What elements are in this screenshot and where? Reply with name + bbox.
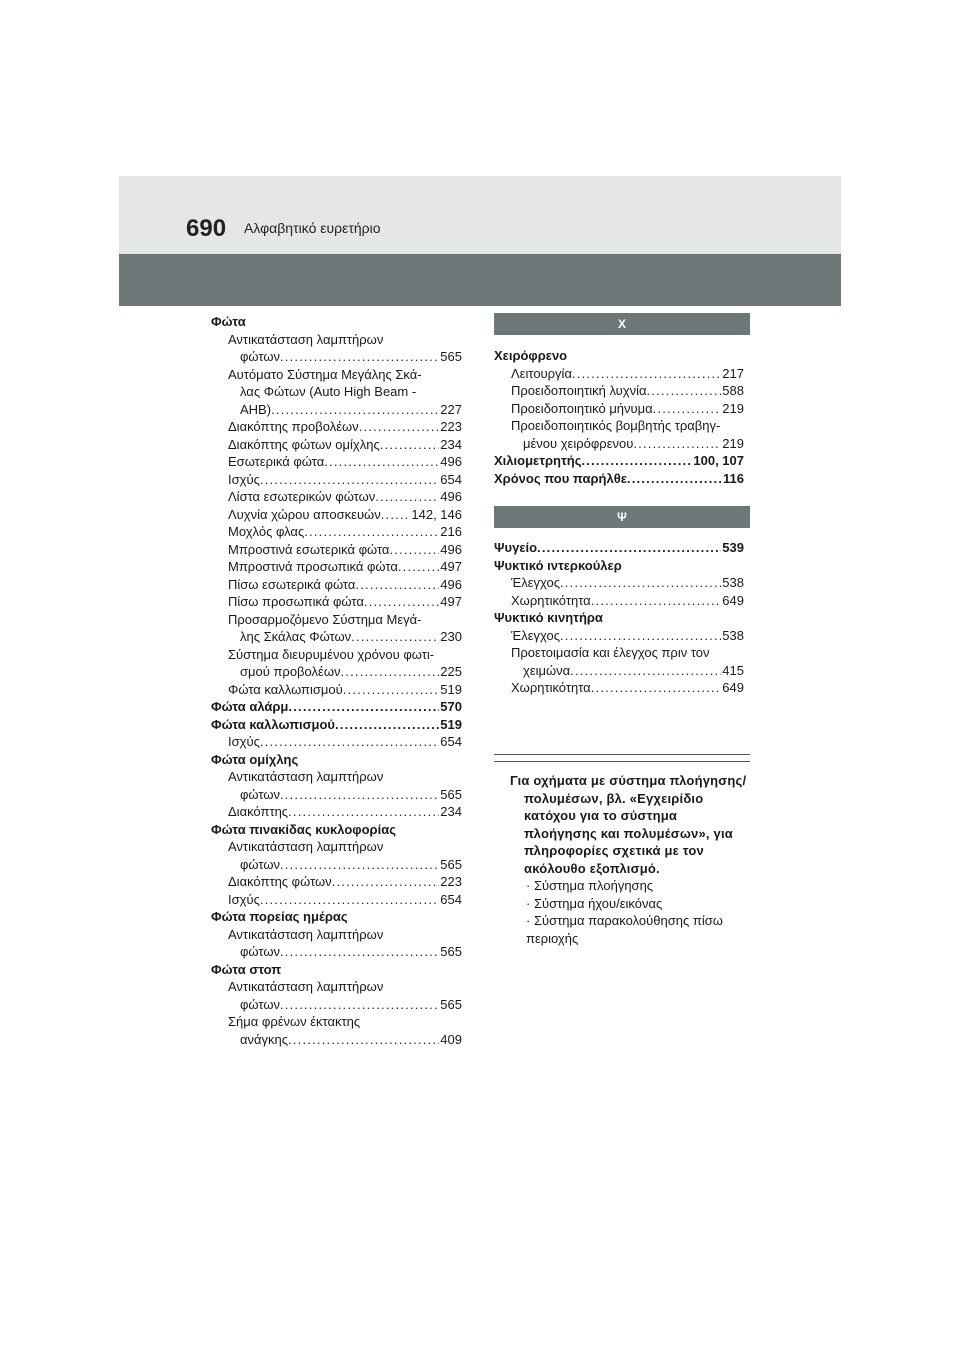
page-ref: 496 (440, 576, 462, 592)
index-entry-text: Σύστημα διευρυμένου χρόνου φωτι- (228, 646, 435, 662)
index-heading: Φώτα πινακίδας κυκλοφορίας (211, 821, 396, 837)
section-letter-psi: Ψ (494, 506, 750, 528)
entry-text: φώτων (240, 856, 280, 872)
page-ref: 588 (722, 383, 744, 398)
leader-dots (271, 401, 439, 419)
entry-text: φώτων (240, 944, 280, 959)
index-entry-text: Προσαρμοζόμενο Σύστημα Μεγά- (228, 611, 422, 627)
index-entry (211, 733, 462, 751)
index-entry-text: Αντικατάσταση λαμπτήρων (228, 331, 384, 347)
index-entry-text: λας Φώτων (Auto High Beam - (240, 384, 417, 399)
page-ref: 409 (440, 1031, 462, 1047)
index-heading: Φώτα στοπ (211, 961, 282, 977)
section-letter-chi: Χ (494, 313, 750, 335)
leader-dots (280, 786, 439, 804)
leader-dots (570, 662, 721, 680)
index-entry (494, 662, 744, 680)
entry-text: λης Σκάλας Φώτων (240, 629, 352, 644)
index-section-psi (494, 539, 744, 697)
index-entry (494, 382, 744, 400)
leader-dots (537, 539, 721, 557)
leader-dots (343, 681, 440, 699)
page-ref: 496 (440, 541, 462, 557)
leader-dots (591, 592, 722, 610)
index-entry (211, 436, 462, 454)
entry-text: Φώτα καλλωπισμού (211, 716, 335, 732)
leader-dots (572, 365, 721, 383)
index-entry (211, 663, 462, 681)
page-ref: 570 (440, 699, 462, 714)
note-item: · Σύστημα παρακολούθησης πίσω (526, 913, 723, 928)
index-entry (211, 1031, 462, 1049)
page-ref: 519 (440, 716, 462, 732)
page-ref: 565 (440, 349, 462, 364)
page-ref: 100, 107 (693, 453, 744, 468)
leader-dots (288, 1031, 439, 1049)
page-ref: 649 (722, 680, 744, 695)
index-entry (211, 488, 462, 506)
entry-text: μένου χειρόφρενου (523, 435, 634, 451)
entry-text: Έλεγχος (511, 627, 560, 643)
index-entry (211, 418, 462, 436)
page-ref: 565 (440, 786, 462, 802)
entry-text: Μοχλός φλας (228, 524, 305, 539)
note-box (510, 772, 752, 947)
entry-text: Έλεγχος (511, 575, 560, 590)
entry-text: Λυχνία χώρου αποσκευών (228, 506, 381, 522)
index-entry (211, 453, 462, 471)
entry-text: Μπροστινά προσωπικά φώτα (228, 559, 398, 574)
index-entry (211, 803, 462, 821)
index-entry (211, 576, 462, 594)
entry-text: Μπροστινά εσωτερικά φώτα (228, 541, 390, 557)
note-text: Για οχήματα με σύστημα πλοήγησης/πολυμέσων, βλ. «Εγχειρίδιο κατόχου για το σύστημα πλοήγησης και πολυμέσων», για πληροφορίες σχετικά με τον ακόλουθο εξοπλισμό. (510, 773, 747, 876)
index-entry-text: Σήμα φρένων έκτακτης (228, 1014, 361, 1029)
page-ref: 565 (440, 856, 462, 872)
header-dark-band (119, 254, 841, 306)
leader-dots (389, 541, 439, 559)
index-heading (494, 452, 744, 470)
entry-text: Διακόπτης φώτων (228, 874, 332, 889)
index-heading: Φώτα πορείας ημέρας (211, 909, 348, 924)
page-ref: 538 (722, 575, 744, 590)
entry-text: Διακόπτης φώτων ομίχλης (228, 436, 380, 452)
index-entry (494, 592, 744, 610)
page-ref: 227 (440, 401, 462, 417)
index-heading (211, 716, 462, 734)
leader-dots (332, 873, 440, 891)
index-entry (494, 435, 744, 453)
note-item: · Σύστημα ήχου/εικόνας (526, 895, 663, 911)
index-entry (494, 627, 744, 645)
page-ref: 223 (440, 419, 462, 434)
entry-text: Εσωτερικά φώτα (228, 454, 325, 469)
page-ref: 565 (440, 996, 462, 1012)
leader-dots (288, 803, 439, 821)
page-ref: 216 (440, 524, 462, 539)
index-entry (211, 891, 462, 909)
page-title: Αλφαβητικό ευρετήριο (244, 220, 381, 236)
index-entry-text: Προετοιμασία και έλεγχος πριν τον (511, 645, 710, 660)
index-entry (211, 996, 462, 1014)
note-item: · Σύστημα πλοήγησης (526, 878, 654, 893)
index-heading: Ψυκτικό ιντερκούλερ (494, 557, 622, 573)
entry-text: χειμώνα (523, 662, 571, 678)
index-entry (211, 541, 462, 559)
entry-text: Προειδοποιητική λυχνία (511, 383, 647, 398)
index-column-left (211, 313, 462, 1048)
page-ref: 538 (722, 627, 744, 643)
index-entry (211, 856, 462, 874)
entry-text: φώτων (240, 786, 280, 802)
page-ref: 496 (440, 489, 462, 504)
index-entry-text: Αυτόματο Σύστημα Μεγάλης Σκά- (228, 366, 422, 382)
page-ref: 223 (440, 874, 462, 889)
leader-dots (260, 891, 439, 909)
index-entry (211, 873, 462, 891)
entry-text: AHB) (240, 401, 272, 417)
entry-text: Διακόπτης (228, 804, 289, 819)
leader-dots (288, 698, 439, 716)
page-ref: 234 (440, 804, 462, 819)
leader-dots (398, 558, 439, 576)
index-section-chi (494, 347, 744, 487)
page-ref: 219 (722, 435, 744, 451)
index-entry (211, 471, 462, 489)
page-ref: 225 (440, 664, 462, 679)
leader-dots (351, 628, 439, 646)
leader-dots (560, 627, 721, 645)
leader-dots (280, 996, 439, 1014)
leader-dots (324, 453, 439, 471)
entry-text: Φώτα καλλωπισμού (228, 681, 343, 697)
index-entry (211, 943, 462, 961)
leader-dots (560, 574, 721, 592)
page-ref: 217 (722, 365, 744, 381)
leader-dots (627, 470, 722, 488)
page-ref: 234 (440, 436, 462, 452)
page-number: 690 (186, 215, 227, 242)
index-entry-text: Προειδοποιητικός βομβητής τραβηγ- (511, 418, 721, 433)
leader-dots (304, 523, 439, 541)
index-entry-text: Αντικατάσταση λαμπτήρων (228, 769, 384, 784)
index-heading (494, 539, 744, 557)
index-heading (211, 698, 462, 716)
entry-text: φώτων (240, 996, 280, 1012)
entry-text: Πίσω εσωτερικά φώτα (228, 576, 356, 592)
leader-dots (355, 576, 439, 594)
entry-text: Φώτα αλάρμ (211, 699, 289, 714)
index-entry (211, 348, 462, 366)
entry-text: Χωρητικότητα (511, 592, 591, 608)
leader-dots (335, 716, 439, 734)
index-entry (211, 401, 462, 419)
page-ref: 519 (440, 681, 462, 697)
page-ref: 116 (723, 470, 744, 486)
index-entry (494, 679, 744, 697)
entry-text: Χιλιομετρητής (494, 453, 582, 468)
entry-text: Χρόνος που παρήλθε (494, 470, 627, 486)
page-ref: 497 (440, 559, 462, 574)
leader-dots (359, 418, 440, 436)
index-entry (494, 400, 744, 418)
page-ref: 142, 146 (411, 506, 462, 522)
leader-dots (581, 452, 692, 470)
index-entry (211, 681, 462, 699)
leader-dots (364, 593, 439, 611)
entry-text: Ψυγείο (494, 540, 538, 555)
entry-text: Ισχύς (228, 471, 260, 487)
page-ref: 230 (440, 629, 462, 644)
leader-dots (280, 943, 439, 961)
index-entry (494, 574, 744, 592)
page-ref: 496 (440, 454, 462, 469)
leader-dots (340, 663, 439, 681)
note-item: περιοχής (526, 930, 579, 946)
entry-text: Διακόπτης προβολέων (228, 419, 359, 434)
index-entry-text: Αντικατάσταση λαμπτήρων (228, 979, 384, 994)
entry-text: Προειδοποιητικό μήνυμα (511, 400, 653, 416)
entry-text: φώτων (240, 349, 280, 364)
leader-dots (280, 856, 439, 874)
page-ref: 654 (440, 891, 462, 907)
index-entry-text: Αντικατάσταση λαμπτήρων (228, 926, 384, 942)
header-band (119, 176, 841, 254)
entry-text: Λειτουργία (511, 365, 572, 381)
index-entry (211, 506, 462, 524)
leader-dots (375, 488, 439, 506)
index-entry (211, 523, 462, 541)
index-heading: Φώτα (211, 314, 246, 329)
page-ref: 649 (722, 592, 744, 608)
leader-dots (260, 733, 439, 751)
index-entry (211, 628, 462, 646)
leader-dots (653, 400, 722, 418)
index-heading: Ψυκτικό κινητήρα (494, 610, 603, 625)
leader-dots (280, 348, 439, 366)
entry-text: σμού προβολέων (240, 664, 341, 679)
index-entry (211, 593, 462, 611)
section-divider (494, 754, 750, 762)
entry-text: Λίστα εσωτερικών φώτων (228, 489, 376, 504)
index-heading: Φώτα ομίχλης (211, 751, 299, 767)
leader-dots (591, 679, 722, 697)
index-entry (494, 365, 744, 383)
index-heading: Χειρόφρενο (494, 348, 568, 363)
leader-dots (260, 471, 439, 489)
page-ref: 497 (440, 594, 462, 609)
page-ref: 654 (440, 734, 462, 749)
page-ref: 539 (722, 540, 744, 555)
entry-text: Ισχύς (228, 891, 260, 907)
entry-text: Πίσω προσωπικά φώτα (228, 594, 364, 609)
leader-dots (380, 436, 440, 454)
leader-dots (647, 382, 722, 400)
page-ref: 565 (440, 944, 462, 959)
entry-text: Χωρητικότητα (511, 680, 591, 695)
entry-text: ανάγκης (240, 1031, 289, 1047)
index-entry-text: Αντικατάσταση λαμπτήρων (228, 839, 384, 854)
index-entry (211, 558, 462, 576)
leader-dots (633, 435, 721, 453)
page-ref: 415 (722, 662, 744, 678)
leader-dots (381, 506, 411, 524)
index-heading (494, 470, 744, 488)
page-ref: 219 (722, 400, 744, 416)
entry-text: Ισχύς (228, 734, 260, 749)
page-ref: 654 (440, 471, 462, 487)
index-entry (211, 786, 462, 804)
